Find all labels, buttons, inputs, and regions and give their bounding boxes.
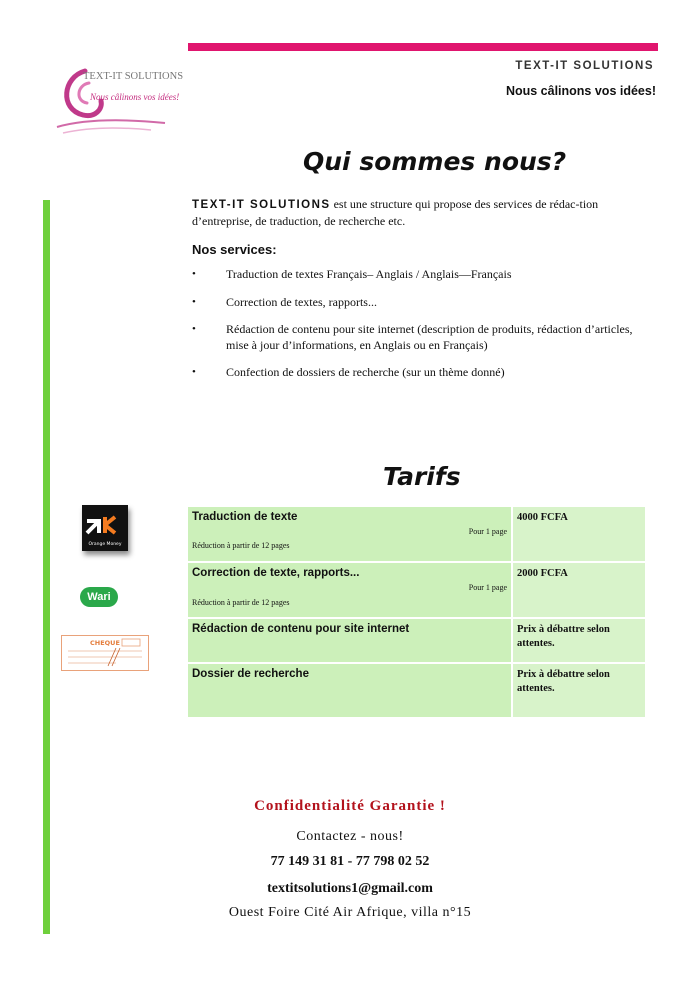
table-row: Correction de texte, rapports... Pour 1 page Réduction à partir de 12 pages: [188, 563, 511, 617]
bullet-icon: •: [192, 296, 196, 308]
orange-money-icon: [82, 505, 128, 551]
list-item: • Traduction de textes Français– Anglais / Anglais—Français: [192, 267, 512, 281]
bullet-icon: •: [192, 323, 196, 335]
table-row: Traduction de texte Pour 1 page Réduction à partir de 12 pages: [188, 507, 511, 561]
side-accent-bar: [43, 200, 50, 934]
logo-name: TEXT-IT SOLUTIONS: [83, 71, 184, 82]
email-link[interactable]: textitsolutions1@gmail.com: [267, 881, 433, 896]
intro-brand: TEXT-IT SOLUTIONS: [192, 199, 331, 211]
intro-text: est une structure qui propose des services de rédac-tion d’entreprise, de traduction, de recherche etc.: [192, 197, 599, 228]
intro-paragraph: [192, 196, 642, 229]
logo-slogan: Nous câlinons vos idées!: [90, 92, 180, 102]
bullet-icon: •: [192, 366, 196, 378]
table-row: Dossier de recherche: [188, 664, 511, 717]
bullet-icon: •: [192, 268, 196, 280]
page-title: Qui sommes nous?: [303, 147, 567, 176]
header-brand: TEXT-IT SOLUTIONS: [515, 60, 654, 72]
wari-logo: Wari: [80, 587, 118, 607]
contact-cta: Contactez - nous!: [296, 829, 404, 844]
cheque-logo: [61, 635, 149, 671]
table-cell-price: Prix à débattre selon attentes.: [513, 664, 645, 717]
table-cell-price: 2000 FCFA: [513, 563, 645, 617]
services-title: Nos services:: [192, 242, 277, 257]
list-item: • Rédaction de contenu pour site internet (description de produits, rédaction d’articles, mise à jour d’informations, en Anglais ou en Français): [192, 322, 633, 352]
orange-money-logo: [82, 505, 128, 551]
orange-money-label: Orange Money: [88, 542, 122, 547]
cheque-label: CHEQUE: [90, 639, 120, 647]
table-row: Rédaction de contenu pour site internet: [188, 619, 511, 662]
header-tagline: Nous câlinons vos idées!: [505, 84, 656, 98]
table-cell-price: Prix à débattre selon attentes.: [513, 619, 645, 662]
address: Ouest Foire Cité Air Afrique, villa n°15: [228, 905, 472, 920]
pricing-table: [188, 507, 645, 717]
cheque-icon: [62, 636, 148, 670]
phone-numbers[interactable]: 77 149 31 81 - 77 798 02 52: [270, 854, 430, 869]
confidentiality-note: Confidentialité Garantie !: [254, 798, 446, 814]
table-cell-price: 4000 FCFA: [513, 507, 645, 561]
list-item: • Correction de textes, rapports...: [192, 295, 377, 309]
header-accent-bar: [188, 43, 658, 51]
services-list: [192, 266, 652, 380]
list-item: • Confection de dossiers de recherche (sur un thème donné): [192, 365, 505, 379]
tarifs-title: Tarifs: [383, 462, 461, 491]
